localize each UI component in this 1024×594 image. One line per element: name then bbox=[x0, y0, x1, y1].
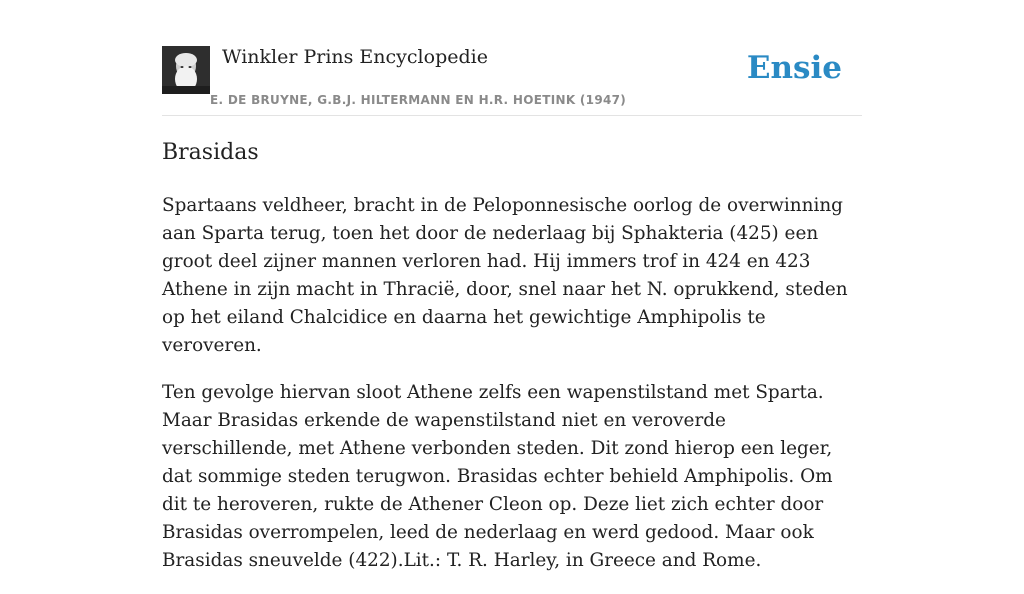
article-title: Brasidas bbox=[162, 140, 259, 165]
author-avatar-icon bbox=[162, 46, 210, 94]
article-paragraph: Ten gevolge hiervan sloot Athene zelfs een wapenstilstand met Sparta. Maar Brasidas erkende de wapenstilstand niet en veroverde verschillende, met Athene verbonden steden. Dit zond hierop een leger, dat sommige steden terugwon. Brasidas echter behield Amphipolis. Om dit te heroveren, rukte de Athener Cleon op. Deze liet zich echter door Brasidas overrompelen, leed de nederlaag en werd gedood. Maar ook Brasidas sneuvelde (422).Lit.: T. R. Harley, in Greece and Rome. bbox=[162, 382, 833, 571]
article-body bbox=[162, 192, 862, 594]
ensie-logo[interactable]: Ensie bbox=[746, 50, 842, 86]
source-authors: E. DE BRUYNE, G.B.J. HILTERMANN EN H.R. HOETINK (1947) bbox=[210, 93, 627, 107]
article-paragraph: Spartaans veldheer, bracht in de Peloponnesische oorlog de overwinning aan Sparta terug, toen het door de nederlaag bij Sphakteria (425) een groot deel zijner mannen verloren had. Hij immers trof in 424 en 423 Athene in zijn macht in Thracië, door, snel naar het N. oprukkend, steden op het eiland Chalcidice en daarna het gewichtige Amphipolis te veroveren. bbox=[162, 195, 848, 356]
source-header bbox=[162, 46, 862, 116]
source-title[interactable]: Winkler Prins Encyclopedie bbox=[222, 46, 488, 68]
